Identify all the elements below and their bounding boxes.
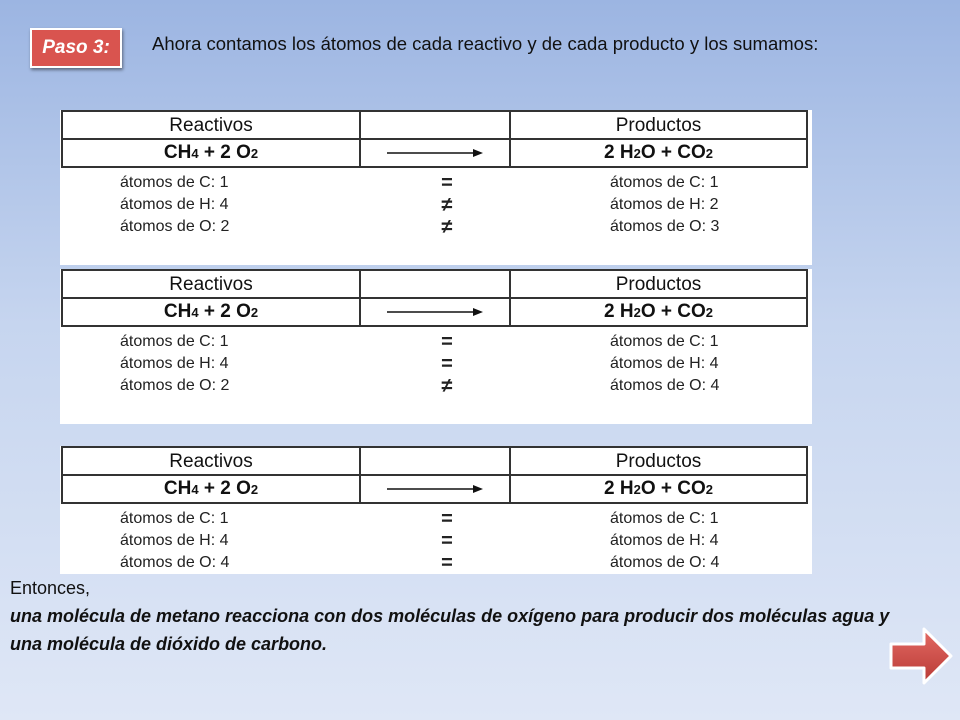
- reactant-counts: [120, 508, 229, 574]
- balance-table-2: [60, 269, 812, 424]
- atom-counts: [60, 331, 812, 421]
- equation-row: [61, 474, 808, 504]
- relation-c: =: [441, 331, 453, 353]
- relation-c: =: [441, 172, 453, 194]
- conclusion: [10, 574, 910, 658]
- count-o: átomos de O: 3: [610, 218, 720, 235]
- header-spacer: [361, 271, 511, 297]
- products-header: Productos: [615, 451, 702, 472]
- count-c: átomos de C: 1: [120, 174, 229, 191]
- atom-counts: [60, 172, 812, 262]
- products-header: Productos: [615, 115, 702, 136]
- header-spacer: [361, 112, 511, 138]
- count-o: átomos de O: 2: [120, 377, 230, 394]
- reactants-formula: CH 4 + 2 O 2: [63, 299, 361, 325]
- header-spacer: [361, 448, 511, 474]
- count-c: átomos de C: 1: [610, 333, 719, 350]
- conclusion-body: una molécula de metano reacciona con dos moléculas de oxígeno para producir dos moléculas agua y una molécula de dióxido de carbono.: [10, 606, 890, 654]
- relation-c: =: [441, 508, 453, 530]
- reaction-arrow-icon: [387, 484, 483, 494]
- equation-row: [61, 297, 808, 327]
- count-h: átomos de H: 4: [120, 196, 229, 213]
- table-header: [61, 110, 808, 140]
- reactant-counts: [120, 331, 229, 397]
- reaction-arrow-icon: [387, 148, 483, 158]
- count-h: átomos de H: 4: [120, 355, 229, 372]
- reactant-counts: [120, 172, 229, 238]
- right-arrow-icon[interactable]: [891, 629, 951, 683]
- reactants-header: Reactivos: [63, 271, 361, 297]
- equation-row: [61, 138, 808, 168]
- count-o: átomos de O: 4: [610, 377, 720, 394]
- count-o: átomos de O: 4: [610, 554, 720, 571]
- balance-table-3: [60, 446, 812, 574]
- products-formula: 2 H 2 O + CO 2: [604, 478, 713, 499]
- reactants-header: Reactivos: [63, 448, 361, 474]
- reaction-arrow: [361, 140, 511, 166]
- count-c: átomos de C: 1: [610, 174, 719, 191]
- relation-h: =: [441, 530, 453, 552]
- relation-o: ≠: [441, 375, 453, 397]
- reactants-formula: CH 4 + 2 O 2: [63, 476, 361, 502]
- count-h: átomos de H: 2: [610, 196, 719, 213]
- relations: [434, 172, 460, 238]
- reaction-arrow: [361, 299, 511, 325]
- products-header: Productos: [615, 274, 702, 295]
- reactants-formula: CH 4 + 2 O 2: [63, 140, 361, 166]
- product-counts: [610, 172, 719, 238]
- count-c: átomos de C: 1: [120, 510, 229, 527]
- count-o: átomos de O: 2: [120, 218, 230, 235]
- table-header: [61, 446, 808, 476]
- conclusion-lead: Entonces,: [10, 578, 91, 598]
- instruction-text: Ahora contamos los átomos de cada reactivo y de cada producto y los sumamos:: [152, 33, 819, 54]
- balance-table-1: [60, 110, 812, 265]
- products-formula: 2 H 2 O + CO 2: [604, 301, 713, 322]
- reaction-arrow-icon: [387, 307, 483, 317]
- reaction-arrow: [361, 476, 511, 502]
- relation-h: =: [441, 353, 453, 375]
- relations: [434, 508, 460, 574]
- table-header: [61, 269, 808, 299]
- relation-o: ≠: [441, 216, 453, 238]
- count-h: átomos de H: 4: [120, 532, 229, 549]
- relations: [434, 331, 460, 397]
- relation-h: ≠: [441, 194, 453, 216]
- count-c: átomos de C: 1: [120, 333, 229, 350]
- count-o: átomos de O: 4: [120, 554, 230, 571]
- next-slide-button[interactable]: [888, 626, 954, 686]
- count-c: átomos de C: 1: [610, 510, 719, 527]
- relation-o: =: [441, 552, 453, 574]
- count-h: átomos de H: 4: [610, 532, 719, 549]
- step-badge: Paso 3:: [30, 28, 122, 68]
- products-formula: 2 H 2 O + CO 2: [604, 142, 713, 163]
- product-counts: [610, 331, 719, 397]
- count-h: átomos de H: 4: [610, 355, 719, 372]
- reactants-header: Reactivos: [63, 112, 361, 138]
- product-counts: [610, 508, 719, 574]
